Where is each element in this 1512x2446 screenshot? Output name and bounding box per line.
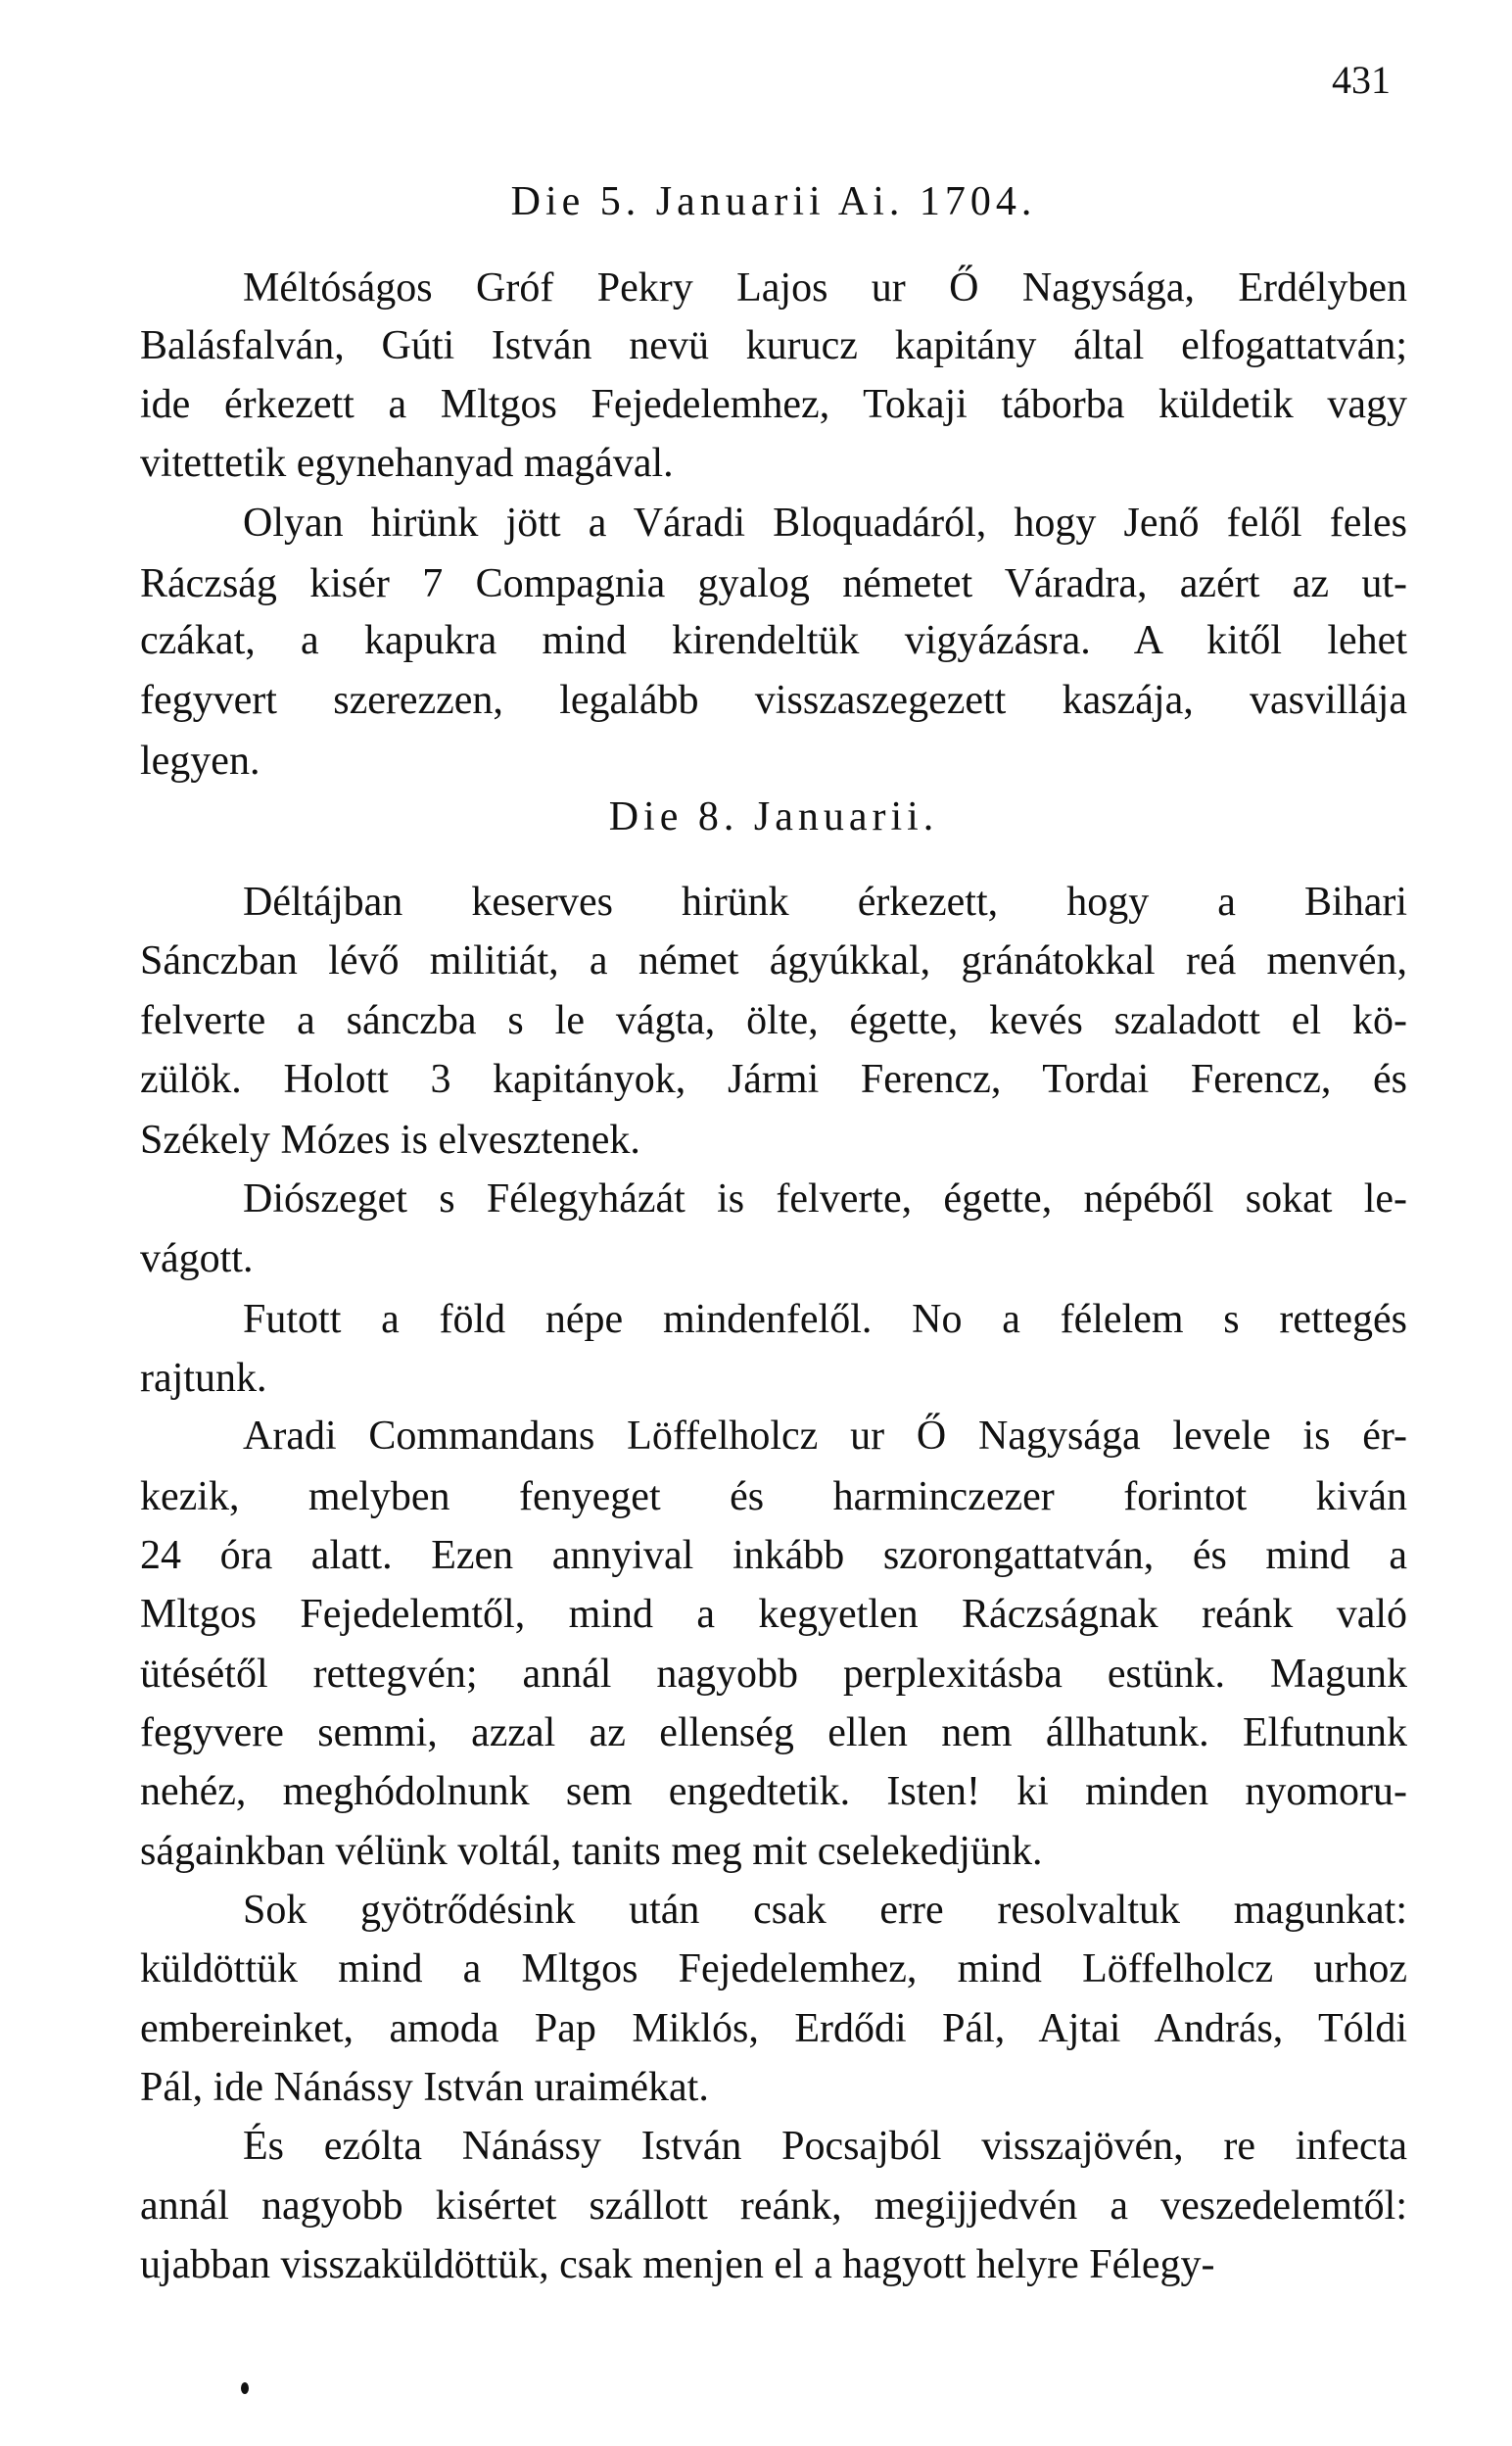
text-line: kezik, melyben fenyeget és harminczezer forintot kiván — [140, 1474, 1407, 1519]
text-line: Székely Mózes is elvesztenek. — [140, 1118, 640, 1163]
text-line: küldöttük mind a Mltgos Fejedelemhez, mind Löffelholcz urhoz — [140, 1946, 1407, 1991]
text-line: ütésétől rettegvén; annál nagyobb perplexitásba estünk. Magunk — [140, 1652, 1407, 1697]
text-line: Futott a föld népe mindenfelől. No a félelem s rettegés — [243, 1297, 1407, 1342]
text-line: Déltájban keserves hirünk érkezett, hogy a Bihari — [243, 880, 1407, 925]
ink-speck — [241, 2382, 249, 2394]
text-line: felverte a sánczba s le vágta, ölte, égette, kevés szaladott el kö- — [140, 998, 1407, 1043]
text-line: Diószeget s Félegyházát is felverte, égette, népéből sokat le- — [243, 1176, 1407, 1222]
text-line: Sánczban lévő militiát, a német ágyúkkal, gránátokkal reá menvén, — [140, 938, 1407, 983]
text-line: ide érkezett a Mltgos Fejedelemhez, Tokaji táborba küldetik vagy — [140, 382, 1407, 427]
text-line: legyen. — [140, 739, 260, 784]
text-line: annál nagyobb kisértet szállott reánk, megijjedvén a veszedelemtől: — [140, 2183, 1407, 2229]
page-number: 431 — [1332, 58, 1391, 102]
text-line: Aradi Commandans Löffelholcz ur Ő Nagysága levele is ér- — [243, 1414, 1407, 1459]
text-line: Pál, ide Nánássy István uraimékat. — [140, 2065, 709, 2110]
text-line: nehéz, meghódolnunk sem engedtetik. Isten! ki minden nyomoru- — [140, 1769, 1407, 1814]
section-heading: Die 8. Januarii. — [608, 794, 939, 839]
text-line: Sok gyötrődésink után csak erre resolvaltuk magunkat: — [243, 1888, 1407, 1933]
text-line: Balásfalván, Gúti István nevü kurucz kapitány által elfogattatván; — [140, 323, 1407, 368]
text-line: 24 óra alatt. Ezen annyival inkább szorongattatván, és mind a — [140, 1533, 1407, 1578]
text-line: fegyvere semmi, azzal az ellenség ellen nem állhatunk. Elfutnunk — [140, 1710, 1407, 1755]
text-line: Ráczság kisér 7 Compagnia gyalog németet Váradra, azért az ut- — [140, 561, 1407, 606]
text-line: czákat, a kapukra mind kirendeltük vigyázásra. A kitől lehet — [140, 618, 1407, 663]
text-line: És ezólta Nánássy István Pocsajból visszajövén, re infecta — [243, 2124, 1407, 2169]
text-line: Méltóságos Gróf Pekry Lajos ur Ő Nagysága, Erdélyben — [243, 265, 1407, 311]
text-line: Mltgos Fejedelemtől, mind a kegyetlen Ráczságnak reánk való — [140, 1592, 1407, 1637]
text-line: embereinket, amoda Pap Miklós, Erdődi Pál, Ajtai András, Tóldi — [140, 2006, 1407, 2051]
text-line: Olyan hirünk jött a Váradi Bloquadáról, hogy Jenő felől feles — [243, 501, 1407, 546]
text-line: fegyvert szerezzen, legalább visszaszegezett kaszája, vasvillája — [140, 678, 1407, 723]
text-line: vágott. — [140, 1236, 254, 1281]
text-line: rajtunk. — [140, 1356, 267, 1401]
section-heading: Die 5. Januarii Ai. 1704. — [510, 179, 1037, 224]
text-line: ujabban visszaküldöttük, csak menjen el a hagyott helyre Félegy- — [140, 2242, 1215, 2287]
text-line: vitettetik egynehanyad magával. — [140, 441, 674, 486]
text-line: zülök. Holott 3 kapitányok, Jármi Ferencz, Tordai Ferencz, és — [140, 1057, 1407, 1102]
text-line: ságainkban vélünk voltál, tanits meg mit cselekedjünk. — [140, 1829, 1043, 1874]
